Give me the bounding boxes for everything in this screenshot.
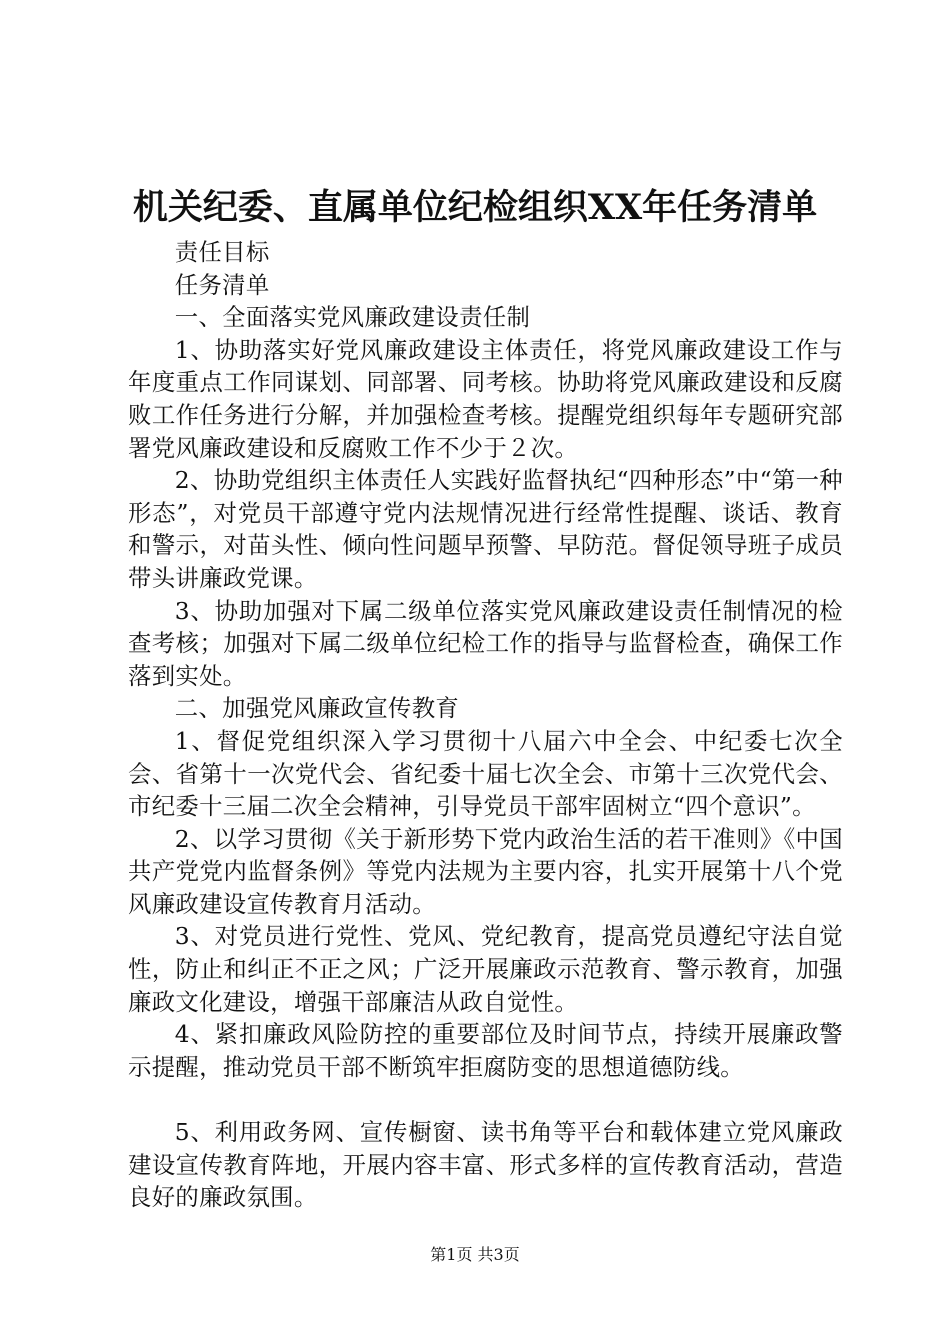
blank-line <box>128 1083 843 1116</box>
paragraph-1-3: 3、协助加强对下属二级单位落实党风廉政建设责任制情况的检查考核；加强对下属二级单位纪检工作的指导与监督检查，确保工作落到实处。 <box>128 596 843 690</box>
document-title: 机关纪委、直属单位纪检组织XX年任务清单 <box>132 187 818 228</box>
section-heading-2: 二、加强党风廉政宣传教育 <box>174 694 460 723</box>
document-body <box>128 236 843 1214</box>
page-number-footer: 第1页 共3页 <box>430 1245 520 1264</box>
paragraph-2-1: 1、督促党组织深入学习贯彻十八届六中全会、中纪委七次全会、省第十一次党代会、省纪委十届七次全会、市第十三次党代会、市纪委十三届二次全会精神，引导党员干部牢固树立“四个意识”。 <box>128 726 843 821</box>
paragraph-1-1: 1、协助落实好党风廉政建设主体责任，将党风廉政建设工作与年度重点工作同谋划、同部署、同考核。协助将党风廉政建设和反腐败工作任务进行分解，并加强检查考核。提醒党组织每年专题研究部署党风廉政建设和反腐败工作不少于２次。 <box>128 335 843 462</box>
paragraph-2-5: 5、利用政务网、宣传橱窗、读书角等平台和载体建立党风廉政建设宣传教育阵地，开展内容丰富、形式多样的宣传教育活动，营造良好的廉政氛围。 <box>128 1118 843 1212</box>
paragraph-1-2: 2、协助党组织主体责任人实践好监督执纪“四种形态”中“第一种形态”，对党员干部遵守党内法规情况进行经常性提醒、谈话、教育和警示，对苗头性、倾向性问题早预警、早防范。督促领导班子成员带头讲廉政党课。 <box>128 466 843 592</box>
paragraph-2-4: 4、紧扣廉政风险防控的重要部位及时间节点，持续开展廉政警示提醒，推动党员干部不断筑牢拒腐防变的思想道德防线。 <box>128 1020 843 1081</box>
section-heading-1: 一、全面落实党风廉政建设责任制 <box>174 303 531 332</box>
paragraph-responsibility-goal: 责任目标 <box>174 238 270 266</box>
paragraph-2-2: 2、以学习贯彻《关于新形势下党内政治生活的若干准则》《中国共产党党内监督条例》等党内法规为主要内容，扎实开展第十八个党风廉政建设宣传教育月活动。 <box>128 824 843 918</box>
paragraph-2-3: 3、对党员进行党性、党风、党纪教育，提高党员遵纪守法自觉性，防止和纠正不正之风；广泛开展廉政示范教育、警示教育，加强廉政文化建设，增强干部廉洁从政自觉性。 <box>128 922 843 1016</box>
paragraph-task-list: 任务清单 <box>174 270 270 299</box>
